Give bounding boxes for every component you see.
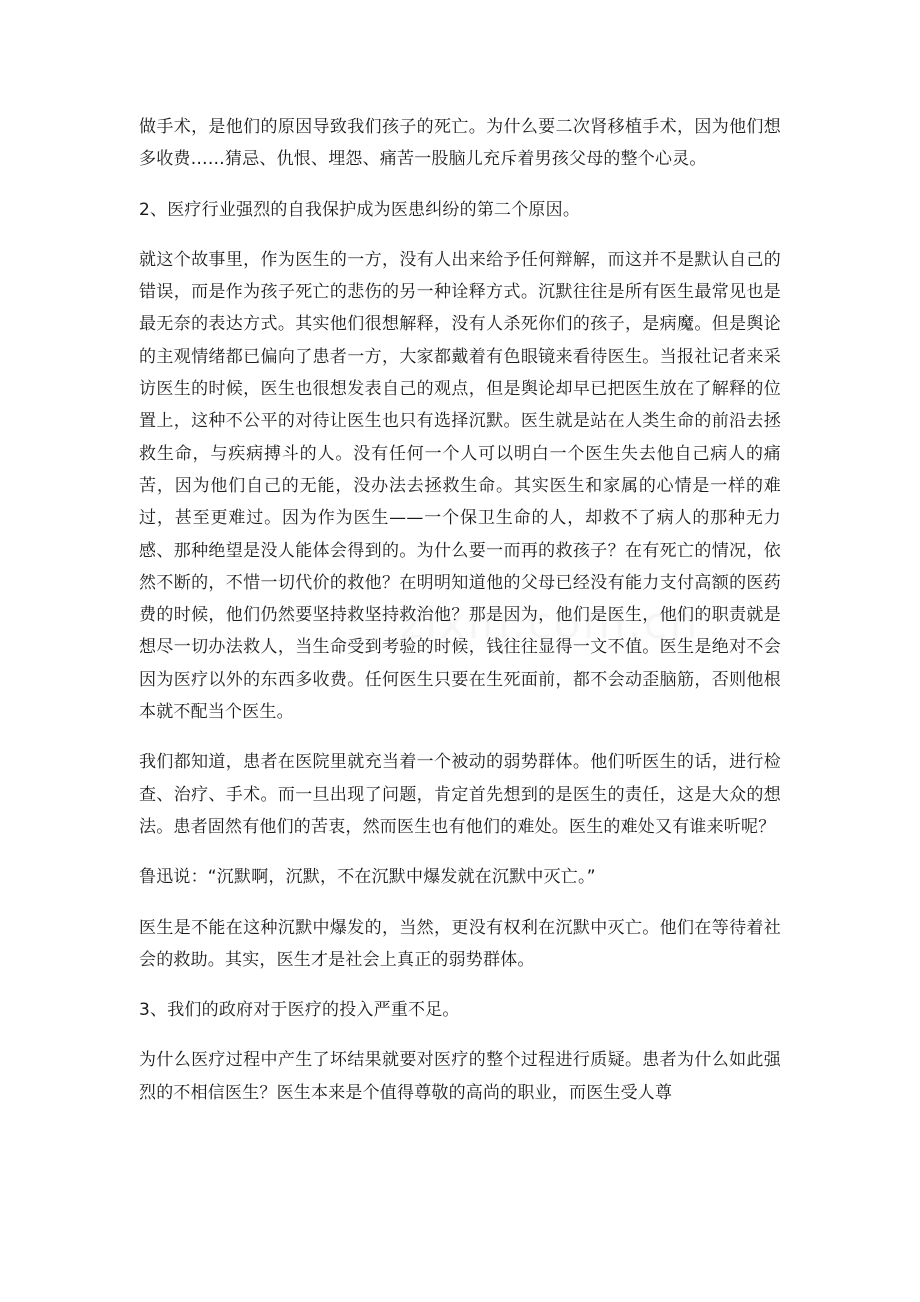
paragraph-patients: 我们都知道，患者在医院里就充当着一个被动的弱势群体。他们听医生的话，进行检查、治疗、手术。而一旦出现了问题，肯定首先想到的是医生的责任，这是大众的想法。患者固然有他们的苦衷，然而医生也有他们的难处。医生的难处又有谁来听呢？ <box>139 752 781 837</box>
document-body <box>139 111 781 1127</box>
paragraph-vulnerable: 医生是不能在这种沉默中爆发的，当然，更没有权利在沉默中灭亡。他们在等待着社会的救助。其实，医生才是社会上真正的弱势群体。 <box>139 917 781 970</box>
paragraph-trust: 为什么医疗过程中产生了坏结果就要对医疗的整个过程进行质疑。患者为什么如此强烈的不相信医生？医生本来是个值得尊敬的高尚的职业，而医生受人尊 <box>139 1050 781 1103</box>
paragraph-silence: 就这个故事里，作为医生的一方，没有人出来给予任何辩解，而这并不是默认自己的错误，而是作为孩子死亡的悲伤的另一种诠释方式。沉默往往是所有医生最常见也是最无奈的表达方式。其实他们很想解释，没有人杀死你们的孩子，是病魔。但是舆论的主观情绪都已偏向了患者一方，大家都戴着有色眼镜来看待医生。当报社记者来采访医生的时候，医生也很想发表自己的观点，但是舆论却早已把医生放在了解释的位置上，这种不公平的对待让医生也只有选择沉默。医生就是站在人类生命的前沿去拯救生命，与疾病搏斗的人。没有任何一个人可以明白一个医生失去他自己病人的痛苦，因为他们自己的无能，没办法去拯救生命。其实医生和家属的心情是一样的难过，甚至更难过。因为作为医生——一个保卫生命的人，却救不了病人的那种无力感、那种绝望是没人能体会得到的。为什么要一而再的救孩子？在有死亡的情况，依然不断的，不惜一切代价的救他？在明明知道他的父母已经没有能力支付高额的医药费的时候，他们仍然要坚持救坚持救治他？那是因为，他们是医生，他们的职责就是想尽一切办法救人，当生命受到考验的时候，钱往往显得一文不值。医生是绝对不会因为医疗以外的东西多收费。任何医生只要在生死面前，都不会动歪脑筋，否则他根本就不配当个医生。 <box>139 249 781 723</box>
paragraph-continuation: 做手术，是他们的原因导致我们孩子的死亡。为什么要二次肾移植手术，因为他们想多收费……猜忌、仇恨、埋怨、痛苦一股脑儿充斥着男孩父母的整个心灵。 <box>139 117 781 170</box>
section-heading-2: 2、医疗行业强烈的自我保护成为医患纠纷的第二个原因。 <box>139 199 581 220</box>
section-heading-3: 3、我们的政府对于医疗的投入严重不足。 <box>139 1000 460 1021</box>
paragraph-quote: 鲁迅说：“沉默啊，沉默，不在沉默中爆发就在沉默中灭亡。” <box>139 867 596 888</box>
